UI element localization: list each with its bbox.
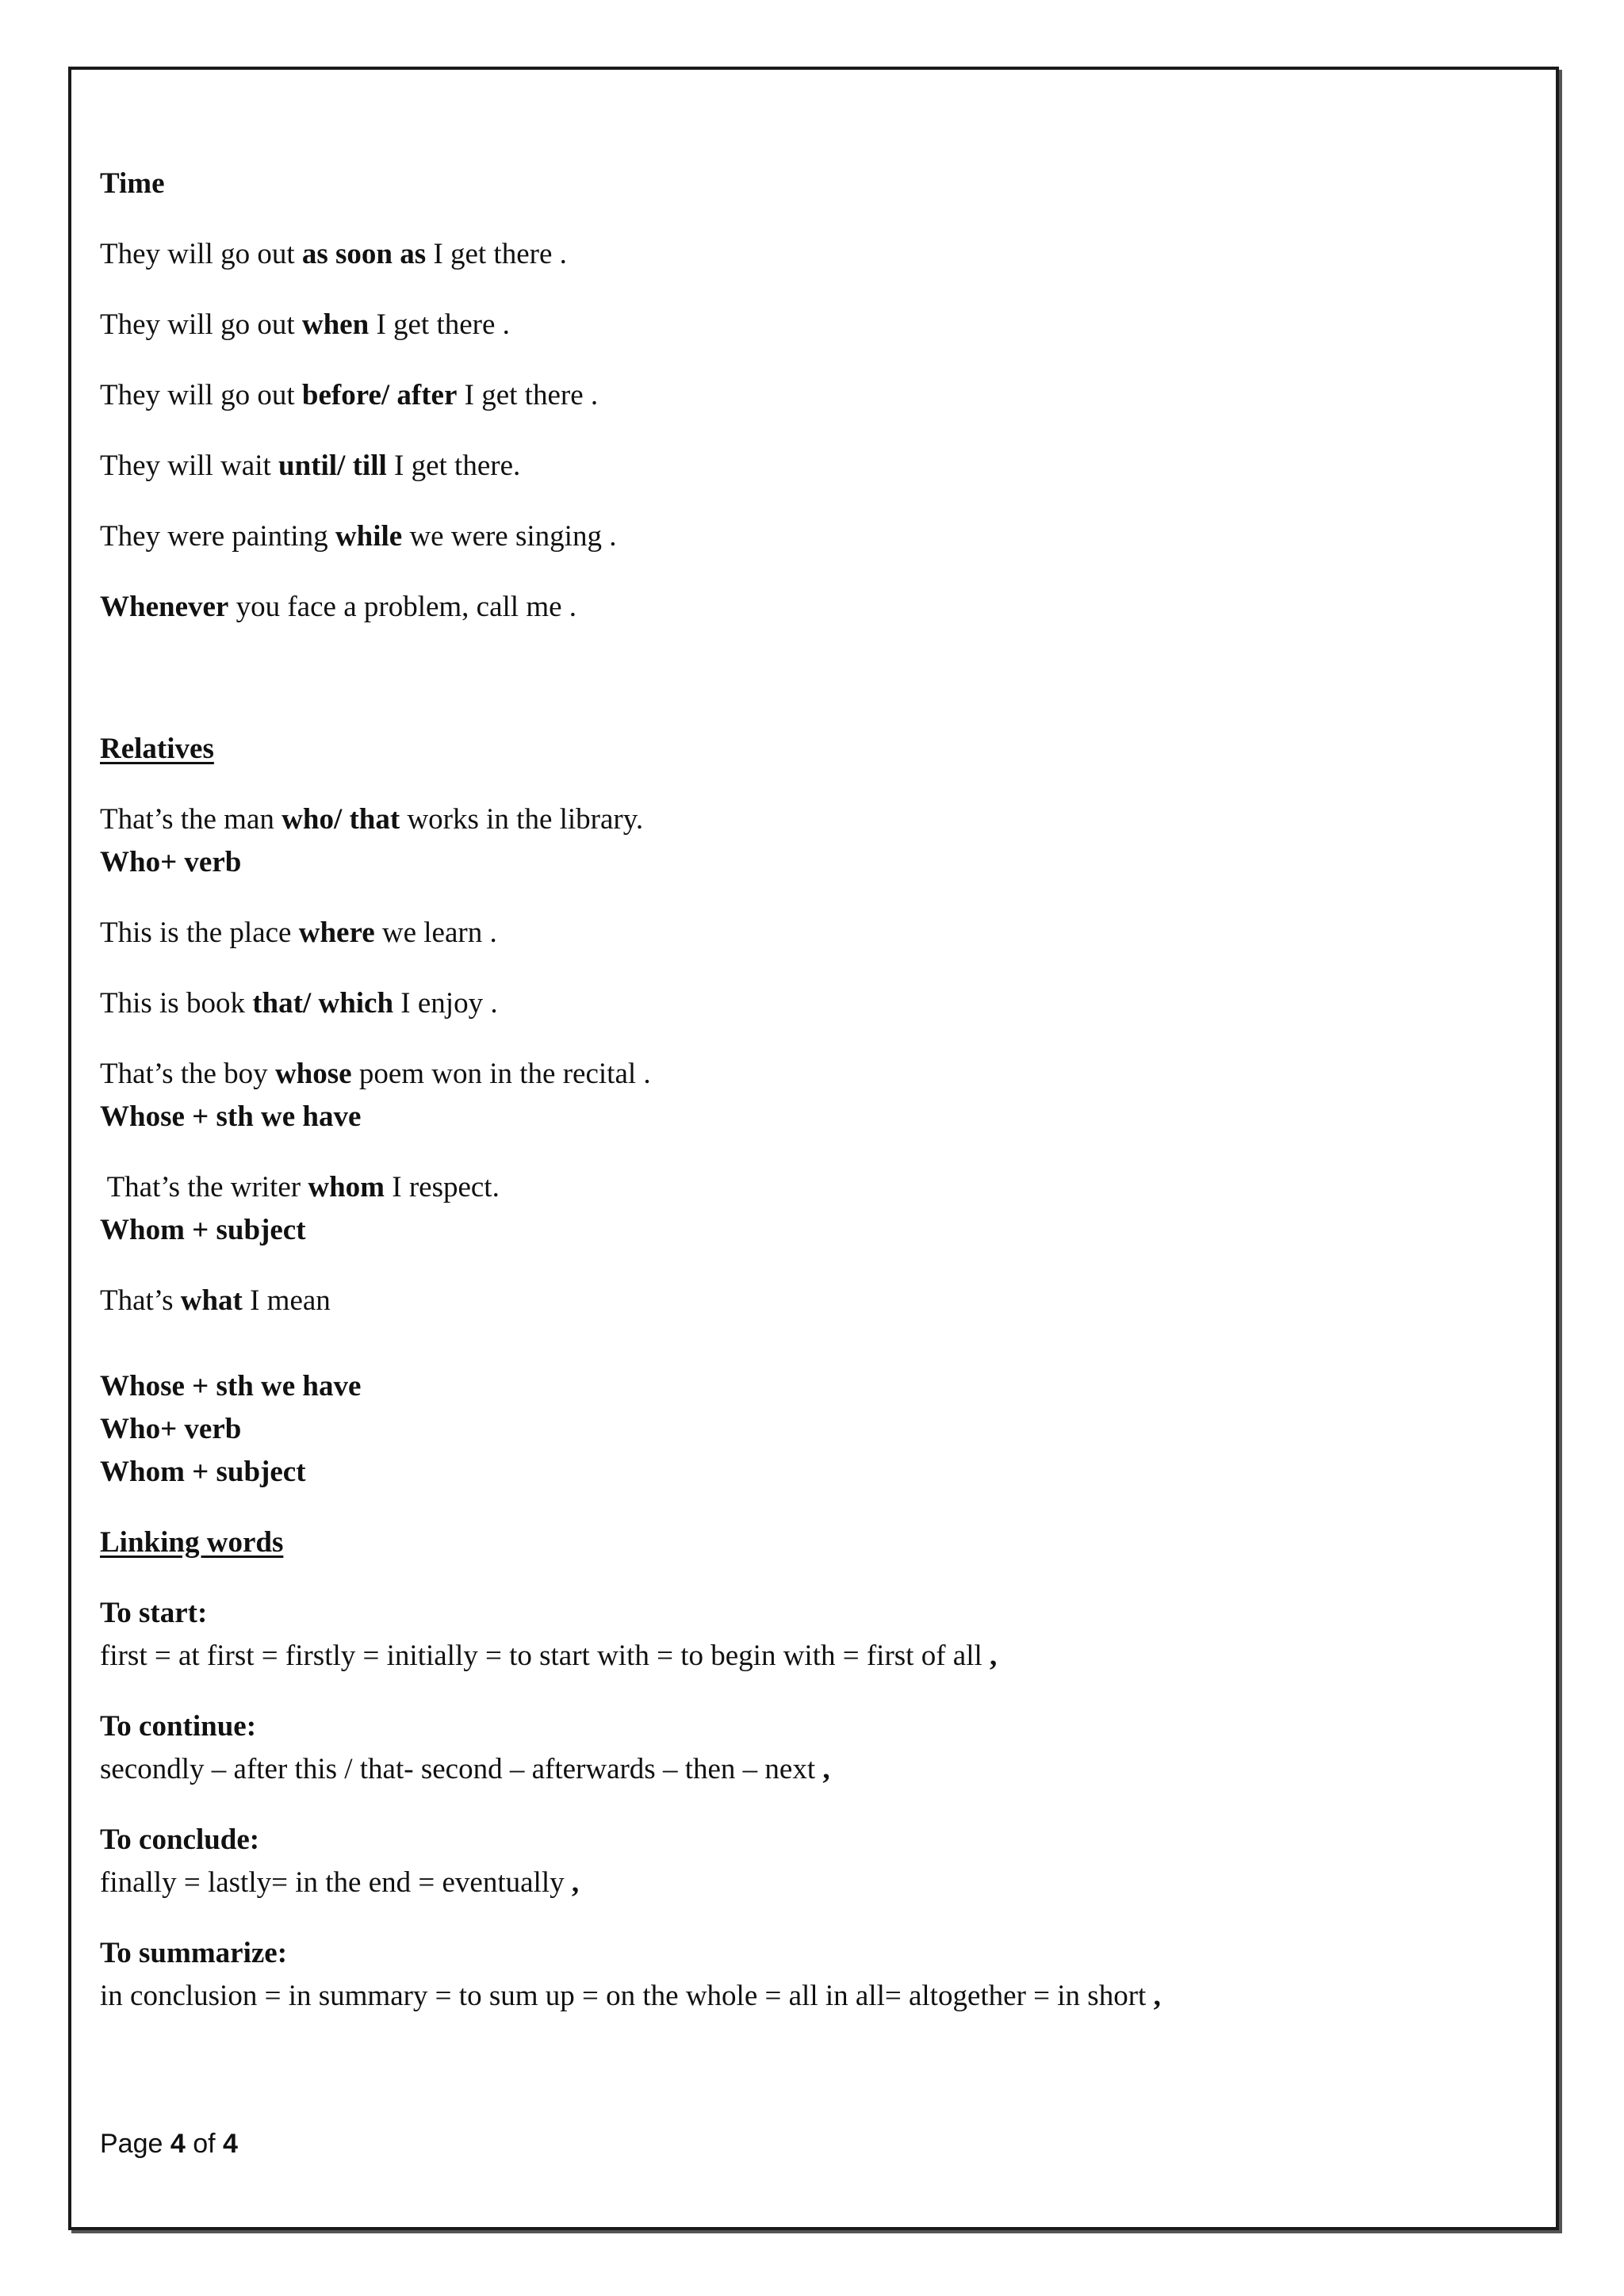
relatives-summary-line: Who+ verb	[100, 1413, 242, 1445]
page-number-prefix: Page	[100, 2129, 170, 2159]
sentence-text: This is book	[100, 987, 253, 1020]
linking-words-comma: ,	[1146, 1980, 1161, 2012]
relatives-example	[100, 1209, 1511, 1252]
sentence-text: This is the place	[100, 916, 299, 949]
relatives-examples	[100, 798, 1511, 1322]
relatives-example	[100, 1280, 1511, 1322]
linking-words-text	[100, 1862, 1511, 1904]
sentence-text: I enjoy .	[393, 987, 498, 1020]
relatives-example	[100, 912, 1511, 955]
time-example	[100, 374, 1511, 417]
sentence-text: They will go out	[100, 379, 302, 411]
linking-words-values: first = at first = firstly = initially = to start with = to begin with = first of all	[100, 1640, 982, 1672]
keyword: when	[301, 308, 370, 341]
time-heading: Time	[100, 167, 165, 200]
sentence-text: we were singing .	[402, 520, 617, 553]
sentence-text: I get there.	[386, 450, 521, 482]
linking-words-item	[100, 1932, 1511, 2018]
relatives-example	[100, 1096, 1511, 1138]
relatives-section	[100, 728, 1511, 1494]
relatives-example	[100, 982, 1511, 1025]
sentence-text: I get there .	[369, 308, 510, 341]
linking-words-text	[100, 1748, 1511, 1791]
time-example	[100, 515, 1511, 558]
keyword: until/ till	[278, 450, 387, 482]
sentence-text: I mean	[242, 1284, 331, 1317]
sentence-text: They will wait	[100, 450, 279, 482]
page-number-current: 4	[170, 2129, 186, 2159]
keyword: before/ after	[301, 379, 458, 411]
keyword: Who+ verb	[100, 846, 242, 878]
linking-words-heading: Linking words	[100, 1526, 284, 1559]
sentence-text: poem won in the recital .	[351, 1058, 651, 1090]
page-number	[100, 2129, 238, 2160]
sentence-text: That’s the writer	[100, 1171, 308, 1203]
linking-words-label: To summarize:	[100, 1937, 288, 1969]
linking-words-section	[100, 1521, 1511, 2018]
linking-words-text	[100, 1635, 1511, 1678]
time-example	[100, 445, 1511, 488]
time-lines	[100, 233, 1511, 629]
sentence-text: I respect.	[385, 1171, 500, 1203]
keyword: that/ which	[252, 987, 394, 1020]
keyword: Whenever	[100, 591, 229, 623]
document-body	[100, 163, 1511, 2018]
linking-words-comma: ,	[982, 1640, 998, 1672]
linking-words-values: finally = lastly= in the end = eventually	[100, 1866, 565, 1899]
linking-words-label: To continue:	[100, 1710, 257, 1743]
sentence-text: That’s the boy	[100, 1058, 275, 1090]
linking-words-item	[100, 1819, 1511, 1904]
sentence-text: I get there .	[426, 238, 567, 270]
relatives-example	[100, 841, 1511, 884]
keyword: what	[180, 1284, 243, 1317]
time-example	[100, 586, 1511, 629]
keyword: Whose + sth we have	[100, 1100, 362, 1133]
linking-words-text	[100, 1975, 1511, 2018]
linking-words-values: secondly – after this / that- second – afterwards – then – next	[100, 1753, 816, 1785]
relatives-heading: Relatives	[100, 733, 214, 765]
sentence-text: They will go out	[100, 308, 302, 341]
sentence-text: That’s	[100, 1284, 181, 1317]
linking-words-label: To conclude:	[100, 1823, 260, 1856]
relatives-example	[100, 1166, 1511, 1209]
linking-words-list	[100, 1592, 1511, 2018]
sentence-text: works in the library.	[400, 803, 644, 836]
relatives-summary-line: Whose + sth we have	[100, 1370, 362, 1402]
sentence-text: I get there .	[457, 379, 599, 411]
linking-words-comma: ,	[815, 1753, 830, 1785]
page-number-of: of	[185, 2129, 224, 2159]
time-section	[100, 163, 1511, 629]
sentence-text: They will go out	[100, 238, 302, 270]
relatives-summary-line: Whom + subject	[100, 1456, 306, 1488]
linking-words-item	[100, 1705, 1511, 1791]
keyword: whose	[274, 1058, 352, 1090]
keyword: as soon as	[301, 238, 427, 270]
time-example	[100, 304, 1511, 346]
page-number-total: 4	[223, 2129, 238, 2159]
sentence-text: you face a problem, call me .	[228, 591, 577, 623]
linking-words-label: To start:	[100, 1597, 208, 1629]
relatives-example	[100, 1053, 1511, 1096]
keyword: while	[335, 520, 403, 553]
sentence-text: we learn .	[374, 916, 497, 949]
keyword: where	[298, 916, 375, 949]
linking-words-comma: ,	[564, 1866, 580, 1899]
linking-words-item	[100, 1592, 1511, 1678]
time-example	[100, 233, 1511, 276]
keyword: whom	[308, 1171, 385, 1203]
sentence-text: They were painting	[100, 520, 335, 553]
relatives-summary	[100, 1365, 1511, 1494]
keyword: Whom + subject	[100, 1214, 306, 1246]
keyword: who/ that	[282, 803, 400, 836]
sentence-text: That’s the man	[100, 803, 282, 836]
linking-words-values: in conclusion = in summary = to sum up = on the whole = all in all= altogether = in short	[100, 1980, 1147, 2012]
relatives-example	[100, 798, 1511, 841]
